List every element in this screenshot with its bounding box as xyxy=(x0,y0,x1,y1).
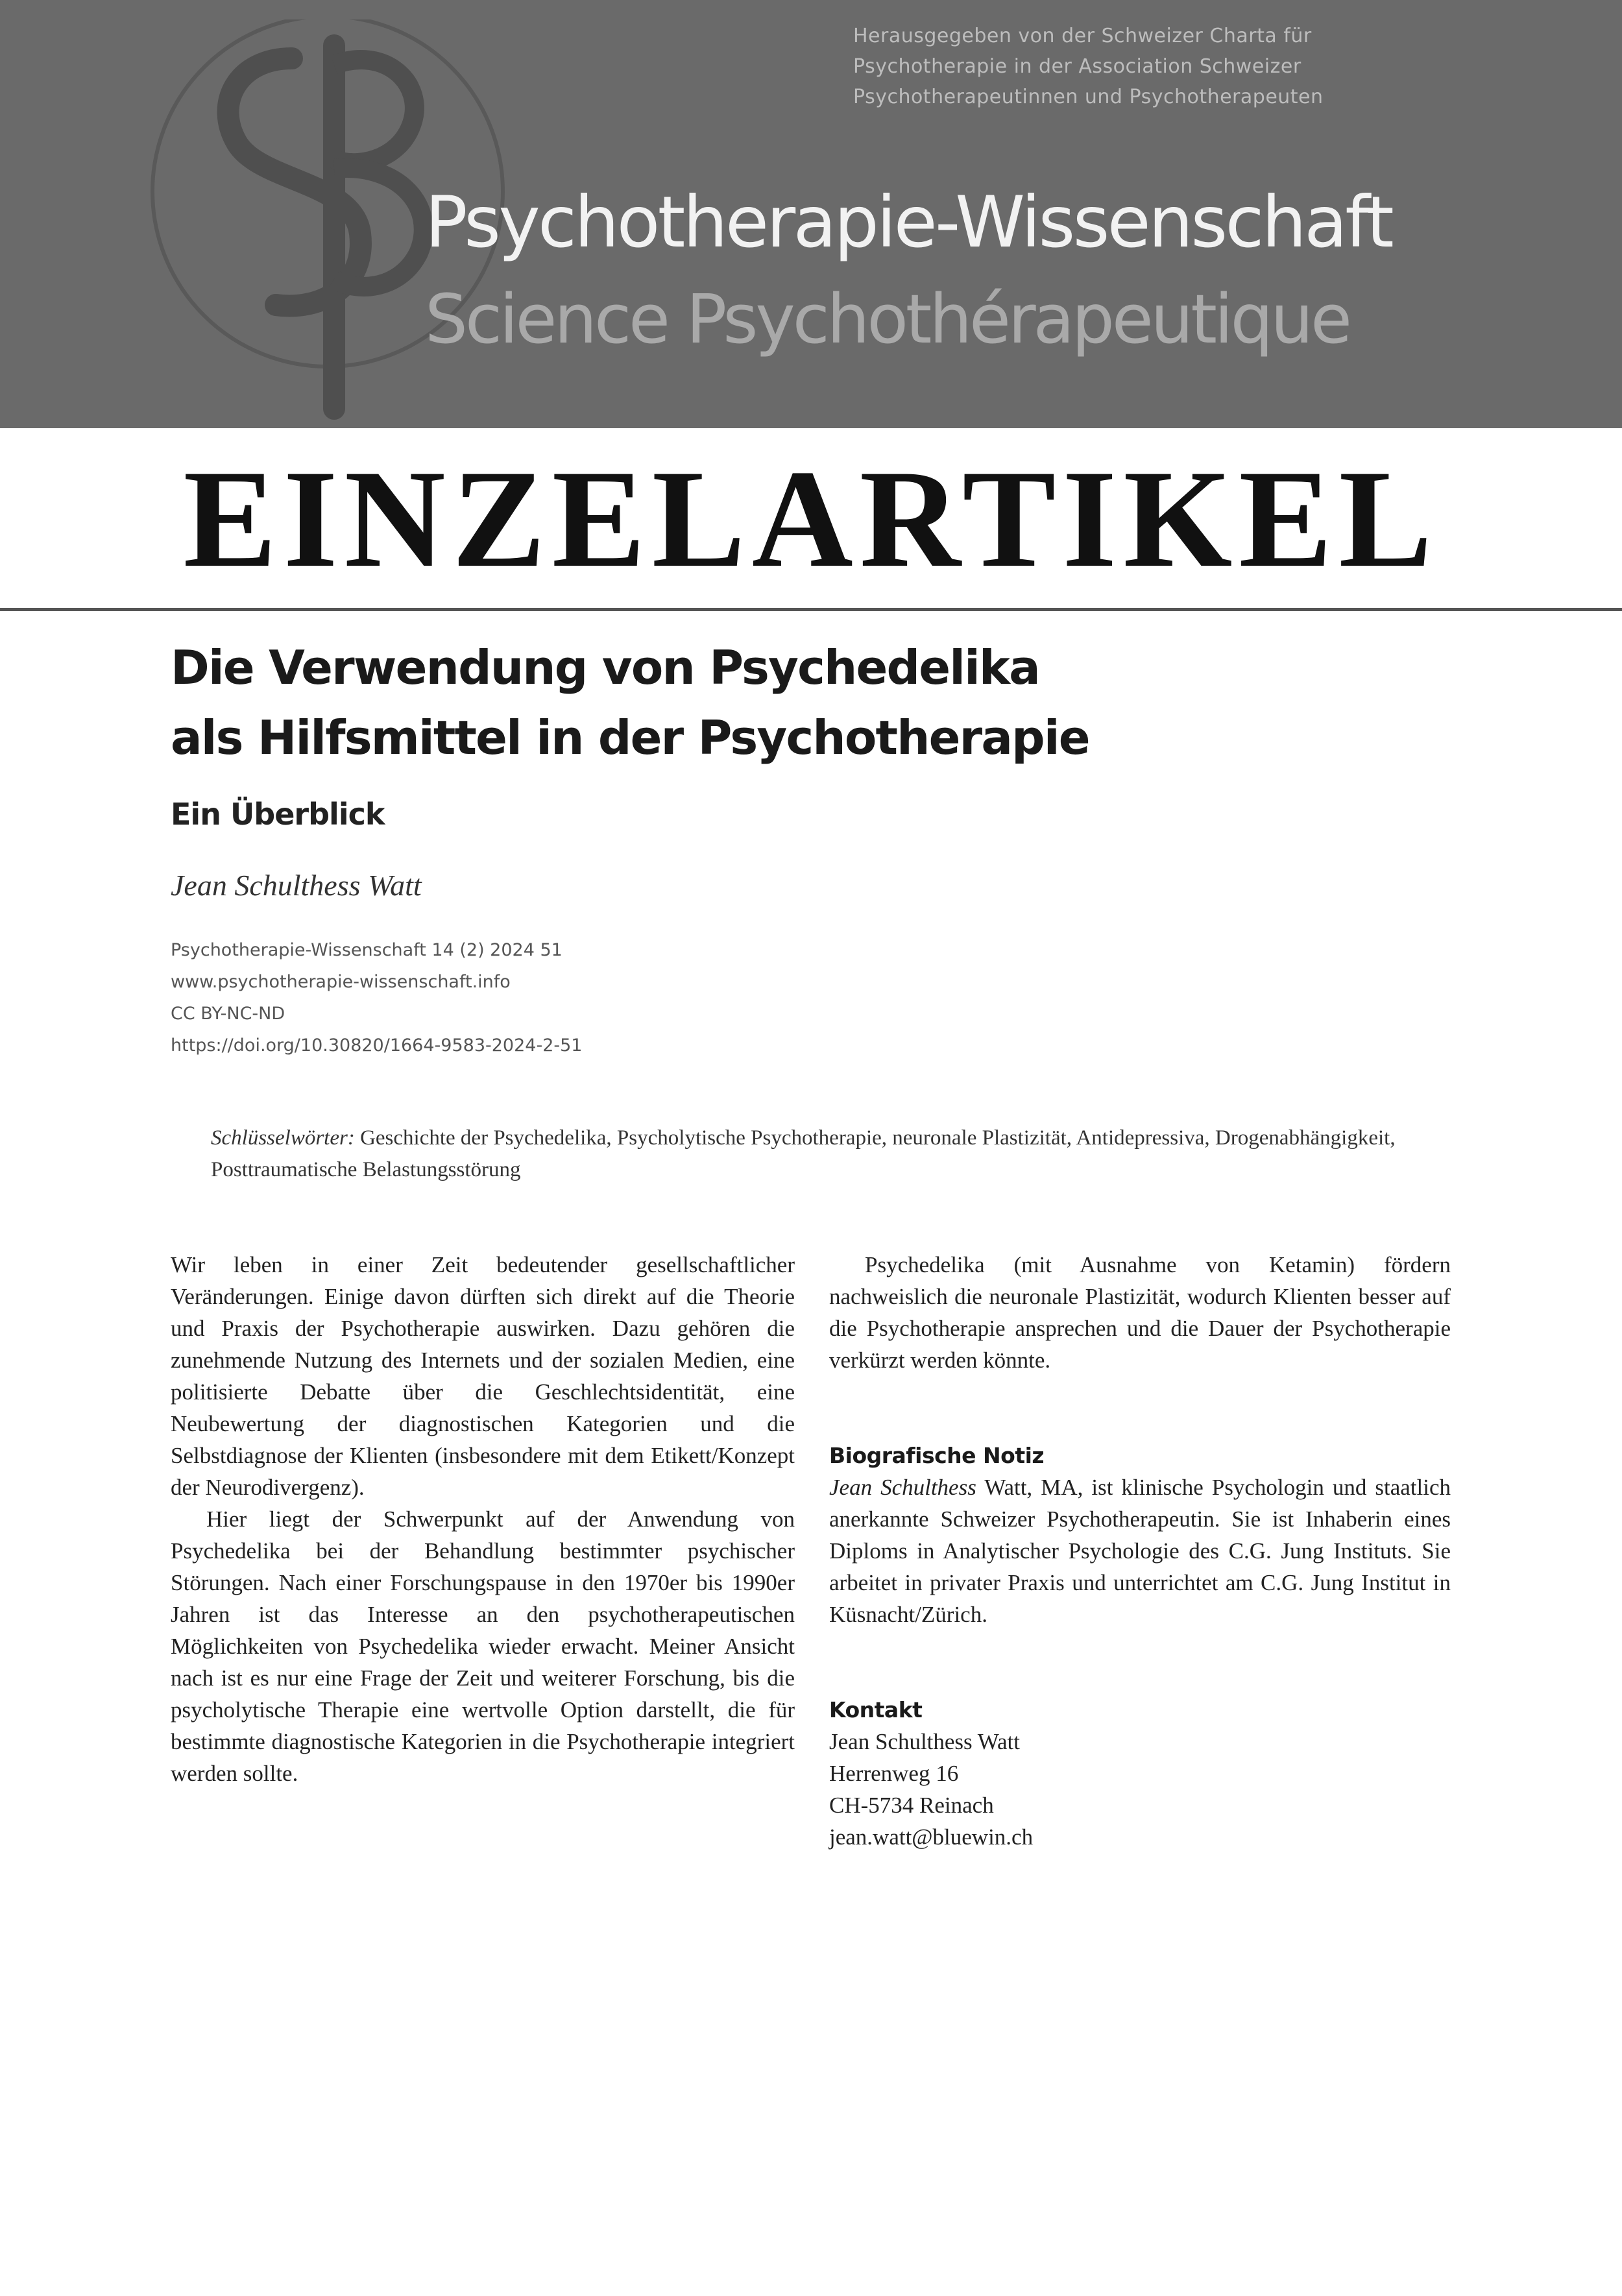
license: CC BY-NC-ND xyxy=(171,1004,285,1024)
body-paragraph: Wir leben in einer Zeit bedeutender gesellschaftlicher Veränderungen. Einige davon dürften sich direkt auf die Theorie und Praxis der Psychotherapie auswirken. Dazu gehören die zunehmende Nutzung des Internets und der sozialen Medien, eine politisierte Debatte über die Geschlechtsidentität, eine Neubewertung der diagnostischen Kategorien und die Selbstdiagnose der Klienten (insbesondere mit dem Etikett/Konzept der Neurodivergenz). xyxy=(171,1252,795,1500)
body-paragraph: Psychedelika (mit Ausnahme von Ketamin) fördern nachweislich die neuronale Plastizität, wodurch Klienten besser auf die Psychotherapie ansprechen und die Dauer der Psychotherapie verkürzt werden könnte. xyxy=(829,1252,1451,1373)
journal-title-french: Science Psychothérapeutique xyxy=(425,280,1350,359)
citation: Psychotherapie-Wissenschaft 14 (2) 2024 51 xyxy=(171,940,563,960)
body-column-right xyxy=(829,1249,1451,1853)
article-author: Jean Schulthess Watt xyxy=(171,869,422,902)
article-title xyxy=(171,633,1403,773)
contact-block xyxy=(829,1726,1451,1853)
keywords-list: Geschichte der Psychedelika, Psycholytische Psychotherapie, neuronale Plastizität, Antidepressiva, Drogenabhängigkeit, Posttraumatische Belastungsstörung xyxy=(211,1126,1396,1181)
article-metadata xyxy=(171,934,949,1061)
doi-link[interactable]: https://doi.org/10.30820/1664-9583-2024-2-51 xyxy=(171,1035,583,1056)
bio-body: Watt, MA, ist klinische Psychologin und staatlich anerkannte Schweizer Psychotherapeutin. Sie ist Inhaberin eines Diploms in Analytischer Psychologie des C.G. Jung Instituts. Sie arbeitet in privater Praxis und unterrichtet am C.G. Jung Institut in Küsnacht/Zürich. xyxy=(829,1475,1451,1627)
article-title-line: Die Verwendung von Psychedelika xyxy=(171,640,1039,695)
bio-heading: Biografische Notiz xyxy=(829,1443,1045,1468)
bio-name: Jean Schulthess xyxy=(829,1475,976,1500)
keywords-label: Schlüsselwörter: xyxy=(211,1126,355,1150)
publisher-statement xyxy=(853,21,1437,112)
contact-city: CH-5734 Reinach xyxy=(829,1793,994,1818)
publisher-line: Psychotherapie in der Association Schweizer xyxy=(853,55,1301,78)
bio-text xyxy=(829,1471,1451,1630)
journal-title-german: Psychotherapie-Wissenschaft xyxy=(425,181,1392,263)
publisher-line: Herausgegeben von der Schweizer Charta für xyxy=(853,25,1312,47)
banner-heading: EINZELARTIKEL xyxy=(183,441,1439,596)
article-title-line: als Hilfsmittel in der Psychotherapie xyxy=(171,710,1089,765)
publisher-line: Psychotherapeutinnen und Psychotherapeuten xyxy=(853,86,1324,108)
contact-heading: Kontakt xyxy=(829,1697,923,1722)
contact-street: Herrenweg 16 xyxy=(829,1761,959,1786)
article-subtitle: Ein Überblick xyxy=(171,797,385,832)
contact-email[interactable]: jean.watt@bluewin.ch xyxy=(829,1824,1034,1850)
body-paragraph: Hier liegt der Schwerpunkt auf der Anwendung von Psychedelika bei der Behandlung bestimmter psychischer Störungen. Nach einer Forschungspause in den 1970er bis 1990er Jahren ist das Interesse an den psychotherapeutischen Möglichkeiten von Psychedelika wieder erwacht. Meiner Ansicht nach ist es nur eine Frage der Zeit und weiterer Forschung, bis die psycholytische Therapie eine wertvolle Option darstellt, die für bestimmte diagnostische Kategorien in die Psychotherapie integriert werden sollte. xyxy=(171,1506,795,1786)
website-link[interactable]: www.psychotherapie-wissenschaft.info xyxy=(171,972,511,992)
contact-name: Jean Schulthess Watt xyxy=(829,1729,1020,1754)
divider xyxy=(0,608,1622,611)
journal-header xyxy=(0,0,1622,428)
body-column-left xyxy=(171,1249,795,1789)
keywords xyxy=(211,1122,1414,1186)
